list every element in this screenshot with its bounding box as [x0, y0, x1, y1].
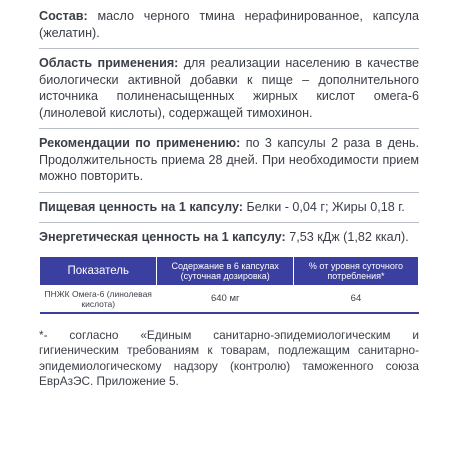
recommendations-paragraph	[39, 135, 419, 185]
table-cell-indicator: ПНЖК Омега-6 (линолевая кислота)	[40, 285, 157, 313]
scope-text: для реализации населению в качестве биологически активной добавки к пище – дополнительного источника полиненасыщенных жирных кислот омега-6 (линолевой кислоты), содержащей тимохинон.	[39, 56, 419, 120]
divider	[39, 222, 419, 223]
table-cell-content: 640 мг	[157, 285, 293, 313]
divider	[39, 128, 419, 129]
table-row	[40, 285, 419, 313]
energy-paragraph	[39, 229, 419, 246]
product-info-page	[39, 8, 419, 401]
nutrition-paragraph	[39, 199, 419, 216]
recommendations-label: Рекомендации по применению:	[39, 136, 241, 150]
table-header-indicator: Показатель	[40, 256, 157, 285]
composition-label: Состав:	[39, 9, 88, 23]
composition-text: масло черного тмина нерафинированное, капсула (желатин).	[39, 9, 419, 40]
nutrient-table	[39, 256, 419, 314]
divider	[39, 48, 419, 49]
table-header-percent: % от уровня суточного потребления*	[293, 256, 418, 285]
footnote: *- согласно «Единым санитарно-эпидемиологическим и гигиеническим требованиям к товарам, подлежащим санитарно-эпидемиологическому надзору (контролю) таможенного союза ЕврАзЭС. Приложение 5.	[39, 327, 419, 388]
divider	[39, 192, 419, 193]
scope-paragraph	[39, 55, 419, 121]
scope-label: Область применения:	[39, 56, 179, 70]
composition-paragraph	[39, 8, 419, 41]
energy-label: Энергетическая ценность на 1 капсулу:	[39, 230, 286, 244]
recommendations-text: по 3 капсулы 2 раза в день. Продолжительность приема 28 дней. При необходимости прием можно повторить.	[39, 136, 419, 183]
table-cell-percent: 64	[293, 285, 418, 313]
nutrition-text: Белки - 0,04 г; Жиры 0,18 г.	[242, 199, 405, 214]
table-header-row	[40, 256, 419, 285]
energy-text: 7,53 кДж (1,82 ккал).	[285, 230, 409, 244]
nutrition-label: Пищевая ценность на 1 капсулу:	[39, 199, 243, 214]
table-header-content: Содержание в 6 капсулах (суточная дозировка)	[157, 256, 293, 285]
